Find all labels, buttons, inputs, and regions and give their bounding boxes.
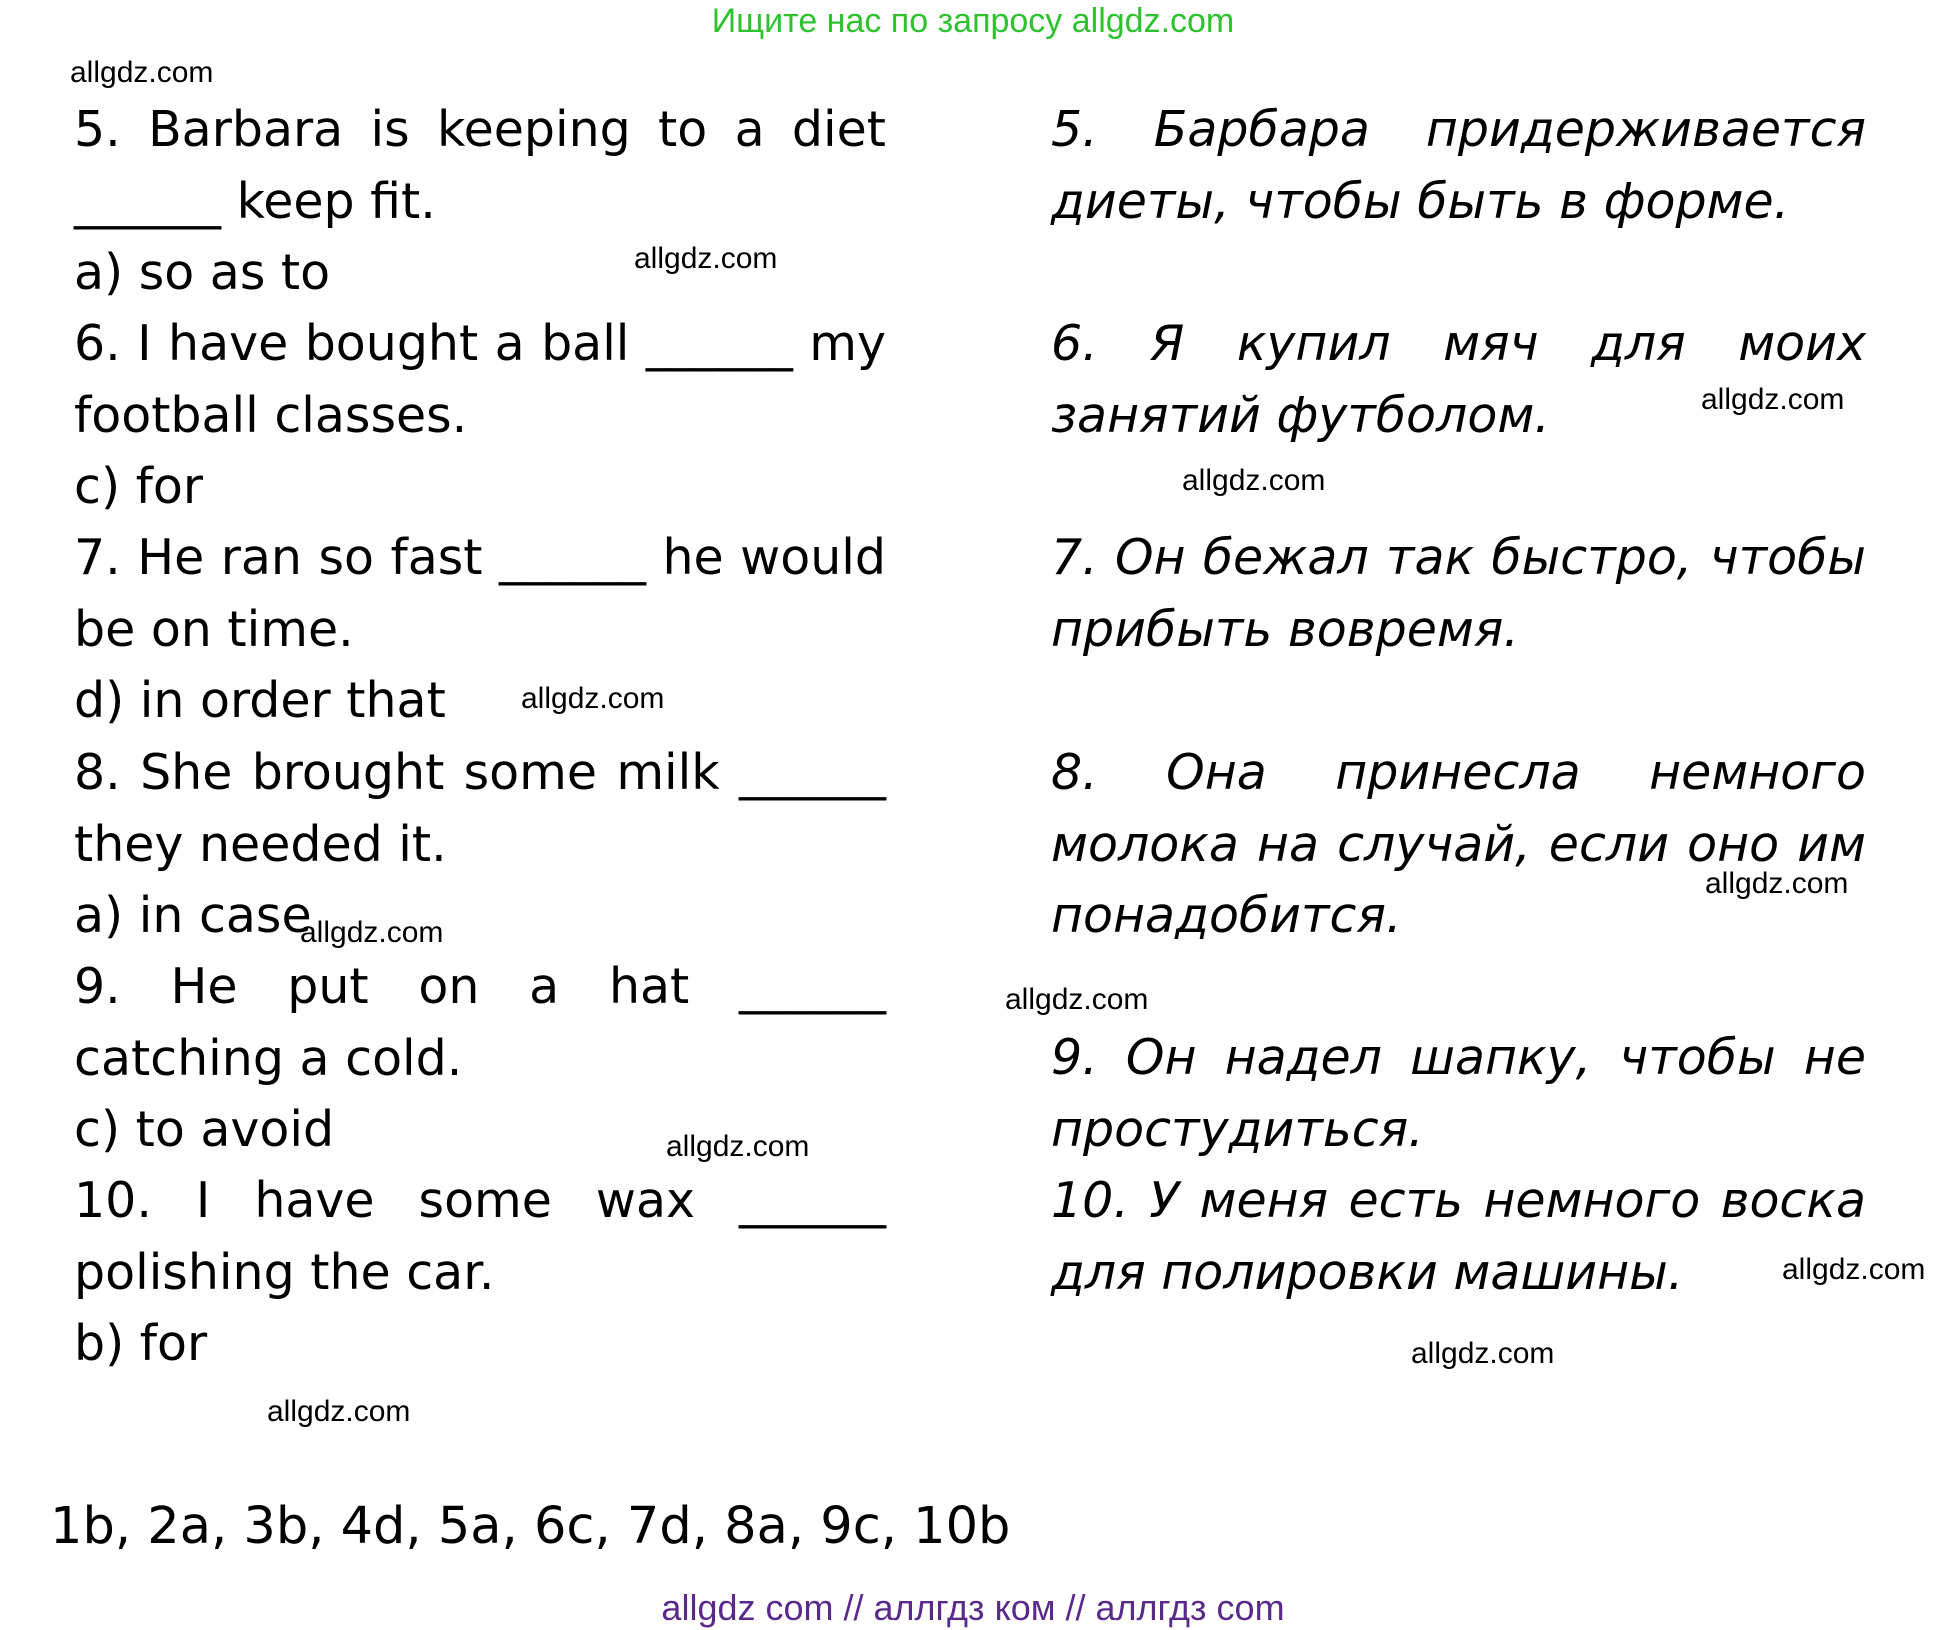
search-hint-header: Ищите нас по запросу allgdz.com [711, 2, 1235, 40]
exercise-7-answer: d) in order that [74, 672, 446, 729]
exercise-6-answer: c) for [74, 458, 204, 515]
exercise-8-english: 8. She brought some milk ______ they needed it. [74, 744, 886, 873]
watermark: allgdz.com [300, 916, 444, 949]
exercise-6-english: 6. I have bought a ball ______ my football classes. [74, 315, 886, 444]
watermark: allgdz.com [634, 242, 778, 275]
watermark: allgdz.com [267, 1395, 411, 1428]
exercise-9-answer: c) to avoid [74, 1101, 335, 1158]
exercise-7-english: 7. He ran so fast ______ he would be on time. [74, 529, 886, 658]
watermark: allgdz.com [1701, 383, 1845, 416]
exercise-7-russian: 7. Он бежал так быстро, чтобы прибыть вовремя. [1051, 529, 1866, 658]
exercise-9-english: 9. He put on a hat ______ catching a cold. [74, 958, 886, 1087]
watermark: allgdz.com [666, 1130, 810, 1163]
footer-watermark: allgdz com // аллгдз ком // аллгдз com [661, 1587, 1285, 1628]
exercise-10-answer: b) for [74, 1315, 208, 1372]
exercise-8-answer: a) in case [74, 887, 312, 944]
exercise-5-russian: 5. Барбара придерживается диеты, чтобы быть в форме. [1051, 101, 1866, 230]
exercise-5-answer: a) so as to [74, 244, 331, 301]
watermark: allgdz.com [1705, 867, 1849, 900]
watermark: allgdz.com [70, 56, 214, 89]
exercise-6-russian: 6. Я купил мяч для моих занятий футболом. [1051, 315, 1866, 444]
exercise-10-english: 10. I have some wax ______ polishing the car. [74, 1172, 886, 1301]
answer-key: 1b, 2a, 3b, 4d, 5a, 6c, 7d, 8a, 9c, 10b [50, 1497, 1011, 1556]
watermark: allgdz.com [1782, 1253, 1926, 1286]
exercise-10-russian: 10. У меня есть немного воска для полировки машины. [1051, 1172, 1866, 1301]
exercise-8-russian: 8. Она принесла немного молока на случай, если оно им понадобится. [1051, 744, 1866, 944]
watermark: allgdz.com [1411, 1337, 1555, 1370]
exercise-9-russian: 9. Он надел шапку, чтобы не простудиться. [1051, 1029, 1866, 1158]
watermark: allgdz.com [1182, 464, 1326, 497]
watermark: allgdz.com [521, 682, 665, 715]
exercise-5-english: 5. Barbara is keeping to a diet ______ keep fit. [74, 101, 886, 230]
watermark: allgdz.com [1005, 983, 1149, 1016]
